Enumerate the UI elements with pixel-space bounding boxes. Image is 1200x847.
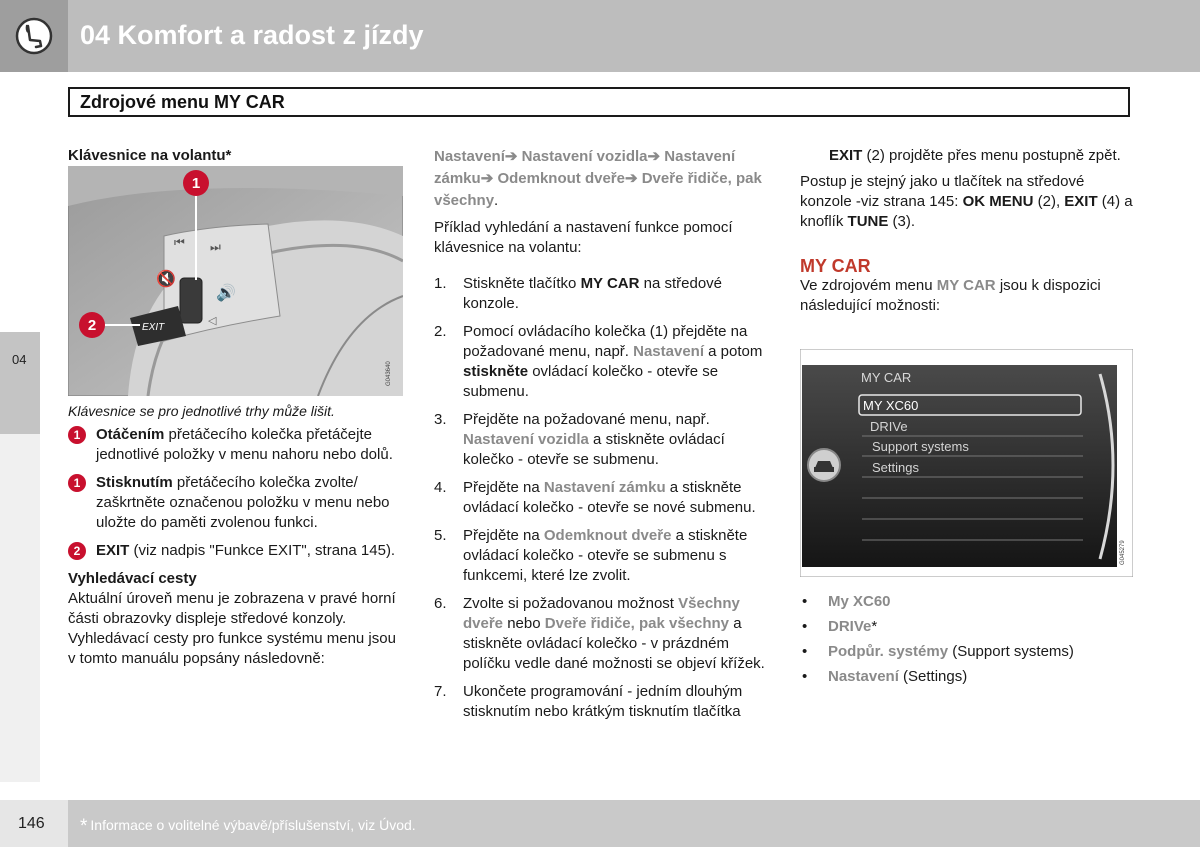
page-number: 146 [18,815,45,832]
step-item [434,322,769,402]
bullet: • [802,593,808,610]
keypad-heading: Klávesnice na volantu* [68,147,232,164]
step-number: 4. [434,479,447,496]
badge: 1 [68,426,86,444]
section-title: Zdrojové menu MY CAR [80,92,285,112]
step-item [434,478,769,518]
chapter-tab [0,332,40,434]
para-bold: OK MENU [962,193,1034,210]
item-bold: EXIT [96,542,130,559]
item-bold: Otáčením [96,426,165,443]
figure-code: G043640 [386,361,392,386]
callout-2: 2 [87,317,97,334]
step-text: Ukončete programování - jedním dlouhým stisknutím nebo krátkým tisknutím tlačítka [463,683,743,720]
footnote-text: Informace o volitelné výbavě/příslušenství, viz Úvod. [90,817,416,833]
option-name: DRIVe [828,618,872,635]
item-bold: Stisknutím [96,474,173,491]
step-text: Přejděte na [463,479,544,496]
step-text: a stiskněte ovládací kolečko - otevře se submenu. [463,431,725,468]
step-item [434,410,769,470]
item-text: (viz nadpis "Funkce EXIT", strana 145). [129,542,396,559]
option-note: (Support systems) [948,643,1074,660]
step-gray: Nastavení zámku [543,479,666,496]
step-number: 2. [434,323,447,340]
path-part: Nastavení [434,148,505,165]
cont-text: (2) projděte přes menu postupně zpět. [862,147,1121,164]
chapter-title: 04 Komfort a radost z jízdy [80,20,424,50]
path-part: Nastavení vozidla [521,148,648,165]
step-number: 1. [434,275,447,292]
svg-text:🔊: 🔊 [216,283,236,302]
screen-item: Support systems [872,439,969,454]
screen-item: Settings [872,460,919,475]
step-bold: stiskněte [463,363,529,380]
step-gray: Nastavení vozidla [463,431,589,448]
column-2 [434,146,769,730]
my-car-screen-figure [800,349,1133,577]
item-text: přetáčecího kolečka přetáčejte jednotlivé položky v menu nahoru nebo dolů. [96,426,393,463]
para-bold: TUNE [847,213,889,230]
column-1 [68,146,403,166]
option-note: * [871,618,878,635]
callout-1: 1 [191,175,201,192]
step-text: a stiskněte ovládací kolečko - otevře se nové submenu. [463,479,756,516]
step-7-continuation [800,146,1135,166]
step-text: a stiskněte ovládací kolečko - v prázdném políčku vedle dané možnosti se objeví křížek. [463,615,765,672]
seat-icon [0,0,68,72]
intro-text: jsou k dispozici následující možnosti: [800,277,1101,314]
cont-bold: EXIT [829,147,863,164]
footnote [80,816,416,838]
list-item [68,425,403,465]
intro-gray: MY CAR [936,277,996,294]
svg-text:◁: ◁ [208,314,217,327]
search-paths-text: Aktuální úroveň menu je zobrazena v pravé horní části obrazovky displeje středové konzoly. Vyhledávací cesty pro funkce systému menu jsou v tomto manuálu popsány následovně: [68,590,396,667]
arrow-icon: ➔ [624,170,638,187]
para-bold: EXIT [1064,193,1098,210]
exit-label: EXIT [142,322,165,333]
screen-figure-code: G045279 [1120,540,1126,565]
step-text: Pomocí ovládacího kolečka (1) přejděte na požadované menu, např. [463,323,748,360]
column-3 [800,146,1135,316]
side-strip [0,434,40,782]
step-gray: Všechny dveře [463,595,740,632]
list-item [800,667,1135,687]
screen-title: MY CAR [861,370,912,385]
option-name: Podpůr. systémy [828,643,949,660]
step-number: 7. [434,683,447,700]
step-text: a potom [704,343,763,360]
path-end: . [494,192,499,209]
header-icon-box [0,0,68,72]
step-number: 3. [434,411,447,428]
bullet: • [802,618,808,635]
arrow-icon: ➔ [480,170,494,187]
intro-text: Ve zdrojovém menu [800,277,937,294]
step-bold: MY CAR [580,275,640,292]
intro-text: Příklad vyhledání a nastavení funkce pomocí klávesnice na volantu: [434,219,733,256]
step-number: 5. [434,527,447,544]
my-car-intro [800,276,1135,316]
step-gray: Dveře řidiče, pak všechny [544,615,730,632]
para-text: (4) a knoflík [800,193,1133,230]
step-item [434,594,769,674]
chapter-tab-label: 04 [12,352,27,367]
footnote-star: * [80,816,88,837]
step-text: nebo [503,615,545,632]
badge: 1 [68,474,86,492]
options-list [800,592,1135,692]
bullet: • [802,643,808,660]
step-item [434,274,769,314]
steering-wheel-keypad-figure [68,166,403,396]
step-gray: Nastavení [633,343,704,360]
arrow-icon: ➔ [647,148,661,165]
svg-text:⏮: ⏮ [174,235,185,249]
step-gray: Odemknout dveře [543,527,672,544]
screen-item: MY XC60 [863,398,919,413]
step-item [434,682,769,722]
svg-text:🔇: 🔇 [156,269,176,288]
screen-item: DRIVe [870,419,908,434]
step-text: Přejděte na [463,527,544,544]
list-item [800,642,1135,662]
svg-text:⏭: ⏭ [210,240,221,254]
list-item [800,617,1135,637]
path-part: Odemknout dveře [497,170,625,187]
my-car-heading: MY CAR [800,256,871,276]
same-procedure-text [800,172,1135,232]
badge: 2 [68,542,86,560]
step-text: na středové konzole. [463,275,723,312]
option-name: My XC60 [828,593,891,610]
step-number: 6. [434,595,447,612]
item-text: přetáčecího kolečka zvolte/ zaškrtněte označenou položku v menu nebo uložte do paměti zvolenou funkci. [96,474,390,531]
path-part: Nastavení zámku [434,148,736,187]
step-text: a stiskněte ovládací kolečko - otevře se submenu s funkcemi, které lze zvolit. [463,527,748,584]
figure-caption: Klávesnice se pro jednotlivé trhy může lišit. [68,403,335,419]
option-name: Nastavení [828,668,899,685]
para-text: (2), [1033,193,1065,210]
list-item [68,473,403,533]
step-text: ovládací kolečko - otevře se submenu. [463,363,719,400]
search-paths-heading: Vyhledávací cesty [68,570,197,587]
step-text: Přejděte na požadované menu, např. [463,411,710,428]
step-item [434,526,769,586]
step-text: Zvolte si požadovanou možnost [463,595,679,612]
para-text: Postup je stejný jako u tlačítek na středové konzole -viz strana 145: [800,173,1085,210]
path-part: Dveře řidiče, pak všechny [434,170,762,209]
column-1-body [68,401,403,669]
para-text: (3). [888,213,916,230]
option-note: (Settings) [898,668,968,685]
arrow-icon: ➔ [504,148,518,165]
list-item [800,592,1135,612]
step-text: Stiskněte tlačítko [463,275,581,292]
menu-path [434,146,769,212]
list-item [68,541,403,561]
bullet: • [802,668,808,685]
